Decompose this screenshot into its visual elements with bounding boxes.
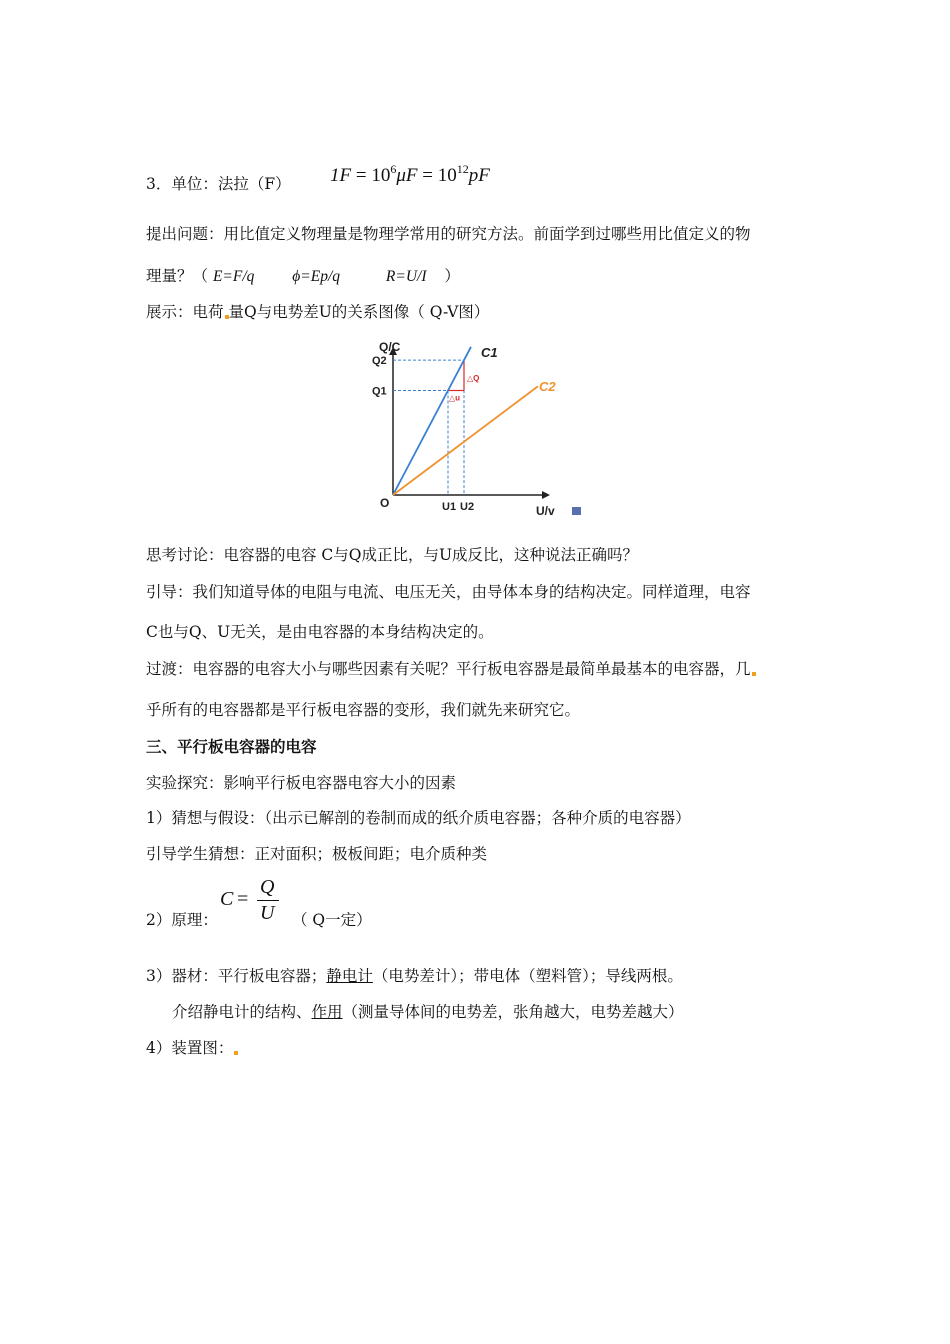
guide-line-1: 引导：我们知道导体的电阻与电流、电压无关，由导体本身的结构决定。同样道理，电容 — [146, 583, 751, 601]
step3-line: 3）器材：平行板电容器；静电计（电势差计）；带电体（塑料管）；导线两根。 — [146, 967, 683, 985]
transition-line-2: 乎所有的电容器都是平行板电容器的变形，我们就先来研究它。 — [146, 701, 581, 719]
transition-line-1: 过渡：电容器的电容大小与哪些因素有关呢？平行板电容器是最简单最基本的电容器，几 — [146, 659, 756, 679]
capacitance-formula: C = Q U — [220, 876, 290, 926]
x-tick-label: U2 — [460, 501, 475, 513]
guess-line: 引导学生猜想：正对面积；极板间距；电介质种类 — [146, 845, 488, 863]
step4-line: 4）装置图： — [146, 1038, 238, 1058]
marker-dot — [752, 672, 756, 676]
origin-label: O — [380, 496, 390, 510]
x-axis-arrow — [542, 491, 550, 499]
electrometer-link[interactable]: 静电计 — [326, 967, 373, 985]
marker-dot — [234, 1051, 238, 1055]
e-definition: E=F/q — [212, 268, 255, 285]
series-c1-label: C1 — [481, 345, 498, 360]
section-title: 三、平行板电容器的电容 — [146, 737, 317, 756]
series-c2-label: C2 — [539, 379, 556, 394]
delta-q-label: △Q — [467, 374, 480, 384]
y-tick-label: Q2 — [372, 355, 387, 368]
series-c2-line — [393, 386, 538, 495]
small-square-icon — [572, 507, 581, 515]
step2-note: （ Q一定） — [292, 911, 372, 929]
qv-chart — [360, 335, 595, 525]
guide-line-2: C也与Q、U无关，是由电容器的本身结构决定的。 — [146, 623, 494, 641]
step2-label: 2）原理： — [146, 911, 218, 929]
x-axis-label: U/v — [536, 504, 555, 518]
discussion-line: 思考讨论：电容器的电容 C与Q成正比，与U成反比，这种说法正确吗？ — [146, 546, 639, 564]
delta-u-label: △u — [449, 393, 461, 403]
step1-line: 1）猜想与假设：（出示已解剖的卷制而成的纸介质电容器；各种介质的电容器） — [146, 809, 691, 827]
r-definition: R=U/I — [385, 268, 427, 285]
x-tick-label: U1 — [442, 501, 457, 513]
series-c1-line — [393, 347, 471, 495]
intro-line: 介绍静电计的结构、作用（测量导体间的电势差，张角越大，电势差越大） — [172, 1003, 684, 1021]
experiment-line: 实验探究：影响平行板电容器电容大小的因素 — [146, 774, 457, 792]
question-line-1: 提出问题：用比值定义物理量是物理学常用的研究方法。前面学到过哪些用比值定义的物 — [146, 225, 751, 243]
question-line-2: 理量？（ E=F/q ϕ=Ep/q R=U/I ） — [146, 267, 460, 285]
y-axis-label: Q/C — [379, 340, 401, 354]
show-line: 展示：电荷 量Q与电势差U的关系图像（ Q-V图） — [146, 303, 490, 321]
unit-label: 3．单位：法拉（F） — [146, 175, 291, 193]
y-tick-label: Q1 — [372, 385, 387, 398]
unit-formula: $1F = 10^6\mu F = 10^{12}pF$ — [330, 162, 490, 186]
phi-definition: ϕ=Ep/q — [292, 268, 341, 285]
function-link[interactable]: 作用 — [311, 1003, 343, 1021]
